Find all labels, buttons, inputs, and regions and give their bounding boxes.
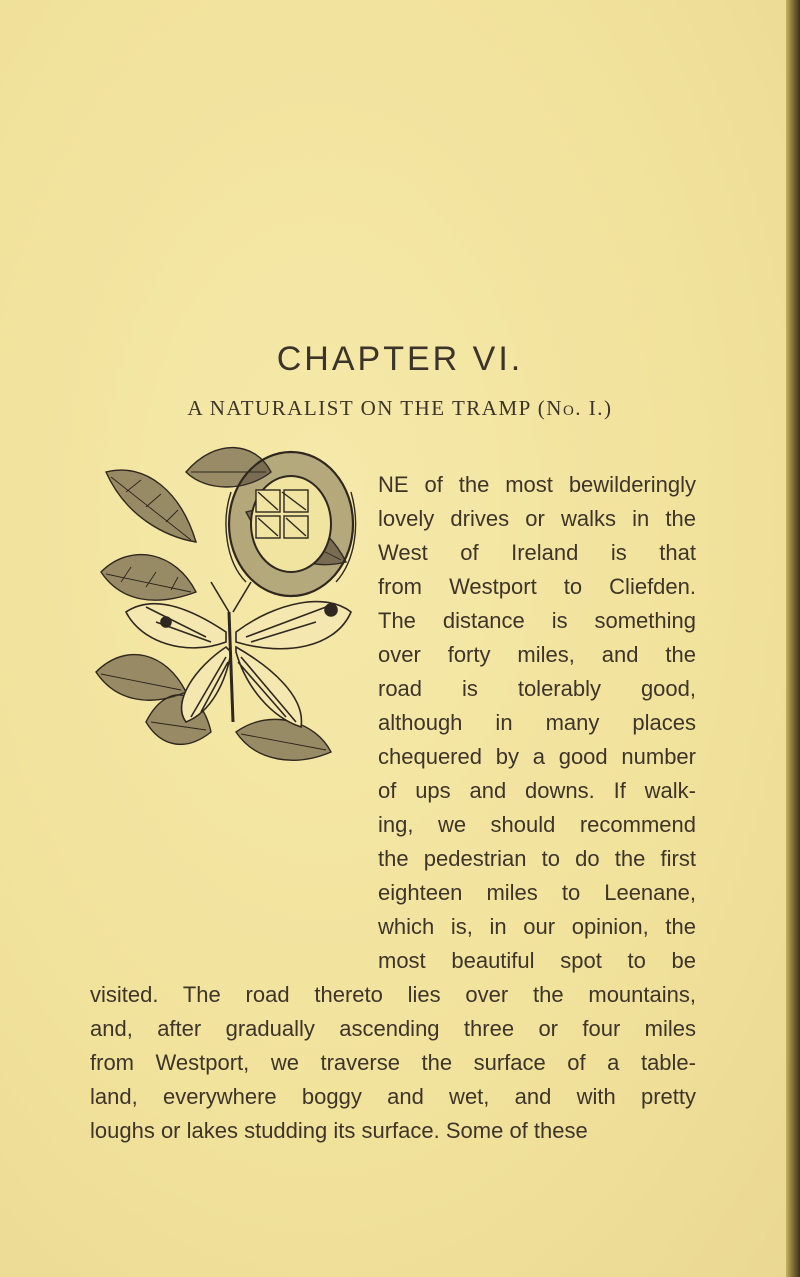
text-line: from Westport, we traverse the surface of a table- bbox=[90, 1050, 696, 1075]
text-line: of ups and downs. If walk- bbox=[378, 778, 696, 803]
full-width-paragraph bbox=[90, 978, 696, 1148]
text-line: ing, we should recommend bbox=[378, 812, 696, 837]
text-line: NE of the most bewilderingly bbox=[378, 472, 696, 497]
wrapped-paragraph-continued bbox=[378, 740, 696, 978]
text-line: over forty miles, and the bbox=[378, 642, 696, 667]
text-line: land, everywhere boggy and wet, and with pretty bbox=[90, 1084, 696, 1109]
text-line: chequered by a good number bbox=[378, 744, 696, 769]
text-line: The distance is something bbox=[378, 608, 696, 633]
text-line: which is, in our opinion, the bbox=[378, 914, 696, 939]
text-line: lovely drives or walks in the bbox=[378, 506, 696, 531]
text-line: West of Ireland is that bbox=[378, 540, 696, 565]
ornate-letter-O bbox=[226, 452, 356, 596]
text-line: most beautiful spot to be bbox=[378, 948, 696, 973]
page-edge bbox=[786, 0, 800, 1277]
text-line: visited. The road thereto lies over the mountains, bbox=[90, 982, 696, 1007]
chapter-title: CHAPTER VI. bbox=[276, 340, 524, 378]
text-line: road is tolerably good, bbox=[378, 676, 696, 701]
text-line: the pedestrian to do the first bbox=[378, 846, 696, 871]
wrapped-paragraph bbox=[378, 468, 696, 740]
chapter-subtitle: A NATURALIST ON THE TRAMP (No. I.) bbox=[187, 396, 613, 420]
text-line: loughs or lakes studding its surface. Some of these bbox=[90, 1118, 588, 1143]
text-line: eighteen miles to Leenane, bbox=[378, 880, 696, 905]
text-line: from Westport to Cliefden. bbox=[378, 574, 696, 599]
text-line: and, after gradually ascending three or four miles bbox=[90, 1016, 696, 1041]
drop-cap-O-botanical-illustration-icon bbox=[86, 432, 378, 777]
text-line: although in many places bbox=[378, 710, 696, 735]
